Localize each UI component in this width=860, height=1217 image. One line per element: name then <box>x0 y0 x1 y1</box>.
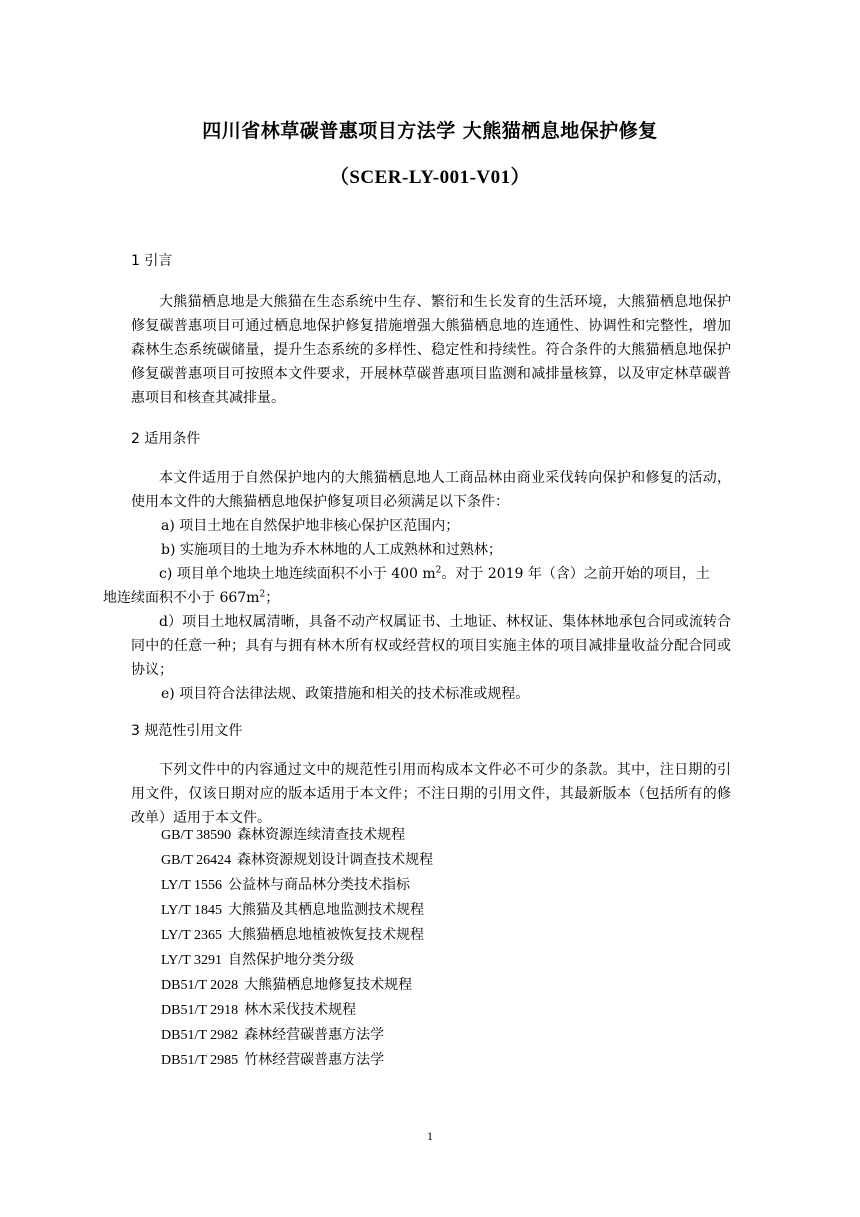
reference-item: LY/T 2365 大熊猫栖息地植被恢复技术规程 <box>161 927 424 943</box>
section-heading-references: 3 规范性引用文件 <box>131 723 243 739</box>
condition-item-a: a) 项目土地在自然保护地非核心保护区范围内； <box>161 518 460 534</box>
applicability-paragraph: 本文件适用于自然保护地内的大熊猫栖息地人工商品林由商业采伐转向保护和修复的活动，使用本文件的大熊猫栖息地保护修复项目必须满足以下条件： <box>131 470 731 510</box>
reference-item: LY/T 1556 公益林与商品林分类技术指标 <box>161 877 410 893</box>
intro-paragraph: 大熊猫栖息地是大熊猫在生态系统中生存、繁衍和生长发育的生活环境，大熊猫栖息地保护修复碳普惠项目可通过栖息地保护修复措施增强大熊猫栖息地的连通性、协调性和完整性，增加森林生态系统碳储量，提升生态系统的多样性、稳定性和持续性。符合条件的大熊猫栖息地保护修复碳普惠项目可按照本文件要求，开展林草碳普惠项目监测和减排量核算，以及审定林草碳普惠项目和核查其减排量。 <box>131 294 731 406</box>
condition-item-e: e) 项目符合法律法规、政策措施和相关的技术标准或规程。 <box>161 686 530 702</box>
condition-item-d: d）项目土地权属清晰，具备不动产权属证书、土地证、林权证、集体林地承包合同或流转合同中的任意一种；具有与拥有林木所有权或经营权的项目实施主体的项目减排量收益分配合同或协议； <box>131 614 731 678</box>
condition-item-c: c) 项目单个地块土地连续面积不小于 400 $m^2$。对于 2019 年（含）之前开始的项目，土 地连续面积不小于 $667m^2$； <box>103 565 710 606</box>
section-heading-applicability: 2 适用条件 <box>131 431 201 447</box>
references-paragraph: 下列文件中的内容通过文中的规范性引用而构成本文件必不可少的条款。其中，注日期的引用文件，仅该日期对应的版本适用于本文件；不注日期的引用文件，其最新版本（包括所有的修改单）适用于本文件。 <box>131 762 731 826</box>
reference-item: LY/T 1845 大熊猫及其栖息地监测技术规程 <box>161 902 424 918</box>
section-heading-intro: 1 引言 <box>131 253 173 269</box>
reference-item: DB51/T 2028 大熊猫栖息地修复技术规程 <box>161 977 413 993</box>
condition-item-b: b) 实施项目的土地为乔木林地的人工成熟林和过熟林； <box>161 542 502 558</box>
reference-item: DB51/T 2985 竹林经营碳普惠方法学 <box>161 1052 385 1068</box>
reference-list <box>161 823 433 1073</box>
document-code: （SCER-LY-001-V01） <box>329 167 531 188</box>
reference-item: GB/T 26424 森林资源规划设计调查技术规程 <box>161 852 434 868</box>
reference-item: LY/T 3291 自然保护地分类分级 <box>161 952 354 968</box>
document-title: 四川省林草碳普惠项目方法学 大熊猫栖息地保护修复 <box>202 120 658 142</box>
page-number: 1 <box>427 1129 433 1143</box>
reference-item: GB/T 38590 森林资源连续清查技术规程 <box>161 827 406 843</box>
reference-item: DB51/T 2982 森林经营碳普惠方法学 <box>161 1027 385 1043</box>
reference-item: DB51/T 2918 林木采伐技术规程 <box>161 1002 357 1018</box>
